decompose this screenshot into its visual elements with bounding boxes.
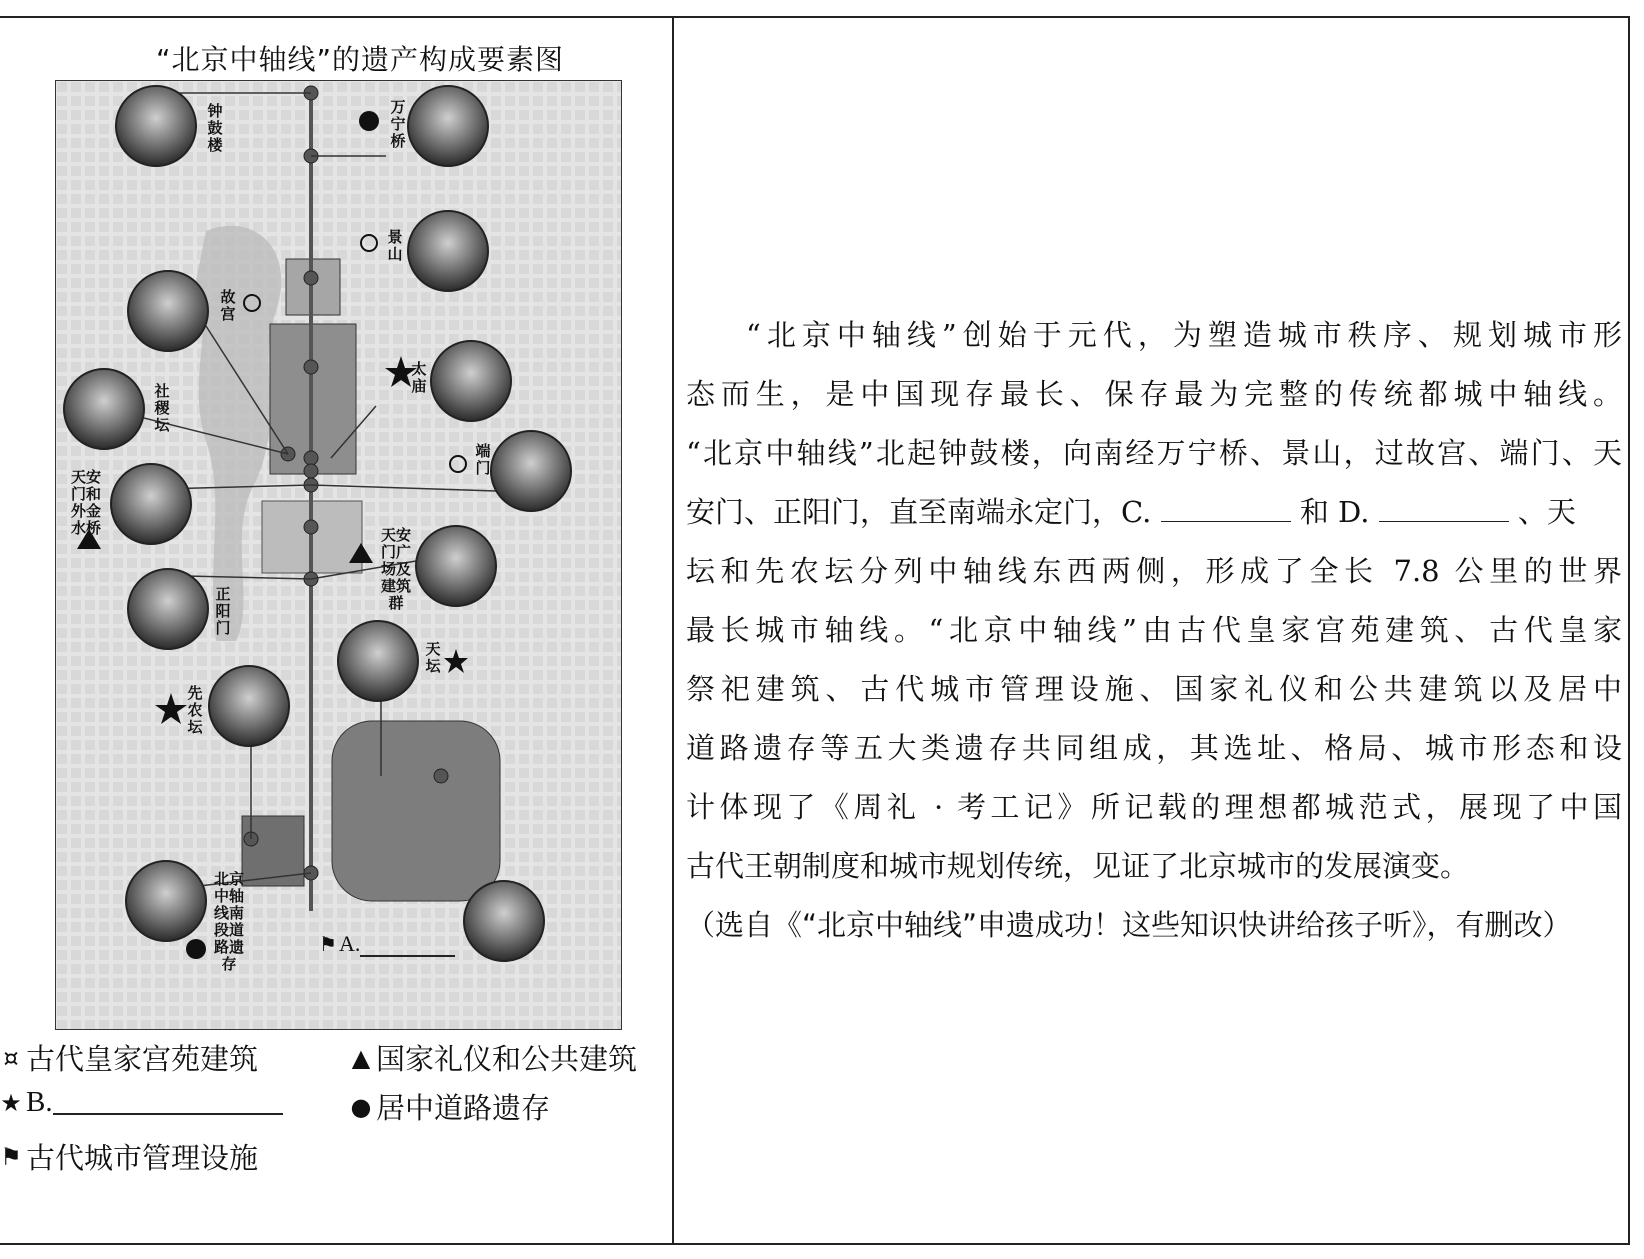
passage-line-10: 古代王朝制度和城市规划传统，见证了北京城市的发展演变。 [686,849,1470,883]
legend-public: ▲ 国家礼仪和公共建筑 [351,1042,638,1076]
answer-a-label: A. [338,931,361,956]
passage-line-6: 最长城市轴线。“北京中轴线”由古代皇家宫苑建筑、古代皇家 [686,613,1622,647]
map-title: “北京中轴线”的遗产构成要素图 [155,43,564,76]
answer-d-blank[interactable] [1379,497,1509,522]
label-sheji: 社稷坛 [154,382,170,434]
label-south-road: 北京中轴线南段道路遗存 [213,870,244,973]
passage-line-1: “北京中轴线”创始于元代，为塑造城市秩序、规划城市形 [746,318,1622,352]
column-divider [672,16,674,1244]
answer-a-icon: ⚑ [319,934,337,956]
facility-icon: ⚑ [0,1142,22,1171]
passage-source: （选自《“北京中轴线”申遗成功！这些知识快讲给孩子听》，有删改） [686,908,1572,942]
label-tiantan: 天坛 [425,640,441,675]
legend-b: ★ B. [0,1086,283,1119]
passage-line-3: “北京中轴线”北起钟鼓楼，向南经万宁桥、景山，过故宫、端门、天 [686,436,1622,470]
star-icon: ★ [0,1088,22,1117]
label-tiananmen: 天安门和外金水桥 [70,468,101,537]
label-bell-drum-tower: 钟鼓楼 [207,102,223,154]
frame-right-border [1628,16,1630,1244]
label-square: 天安门广场及建筑群 [380,526,411,612]
label-duanmen: 端门 [475,442,491,477]
dot-icon: ● [350,1092,372,1121]
axis-map-graphic [56,81,621,1029]
passage [686,306,1622,896]
legend-city: ⚑ 古代城市管理设施 [0,1141,259,1175]
triangle-icon: ▲ [351,1043,371,1072]
passage-line-8: 道路遗存等五大类遗存共同组成，其选址、格局、城市形态和设 [686,731,1622,765]
label-wanning-bridge: 万宁桥 [390,98,406,150]
answer-a [319,931,455,957]
palace-legend-icon: ¤ [3,1043,19,1072]
label-taimiao: 太庙 [411,360,427,395]
passage-line-5: 坛和先农坛分列中轴线东西两侧，形成了全长 7.8 公里的世界 [686,554,1622,588]
passage-line-9: 计体现了《周礼 · 考工记》所记载的理想都城范式，展现了中国 [686,790,1622,824]
label-xiannong: 先农坛 [187,684,203,736]
answer-c-blank[interactable] [1161,497,1291,522]
label-zhengyang: 正阳门 [215,585,231,637]
label-gugong: 故宫 [220,288,236,323]
legend-road: ● 居中道路遗存 [350,1091,551,1125]
passage-line-2: 态而生，是中国现存最长、保存最为完整的传统都城中轴线。 [686,377,1622,411]
tiantan-block [332,721,500,901]
label-jingshan: 景山 [387,228,403,263]
axis-map [55,80,622,1030]
answer-a-blank[interactable] [360,939,455,957]
passage-line-7: 祭祀建筑、古代城市管理设施、国家礼仪和公共建筑以及居中 [686,672,1622,706]
legend-palace: ¤ 古代皇家宫苑建筑 [0,1037,258,1078]
passage-line-4: 安门、正阳门，直至南端永定门，C. 和 D. 、天 [686,495,1576,529]
legend-b-blank[interactable] [53,1091,283,1115]
